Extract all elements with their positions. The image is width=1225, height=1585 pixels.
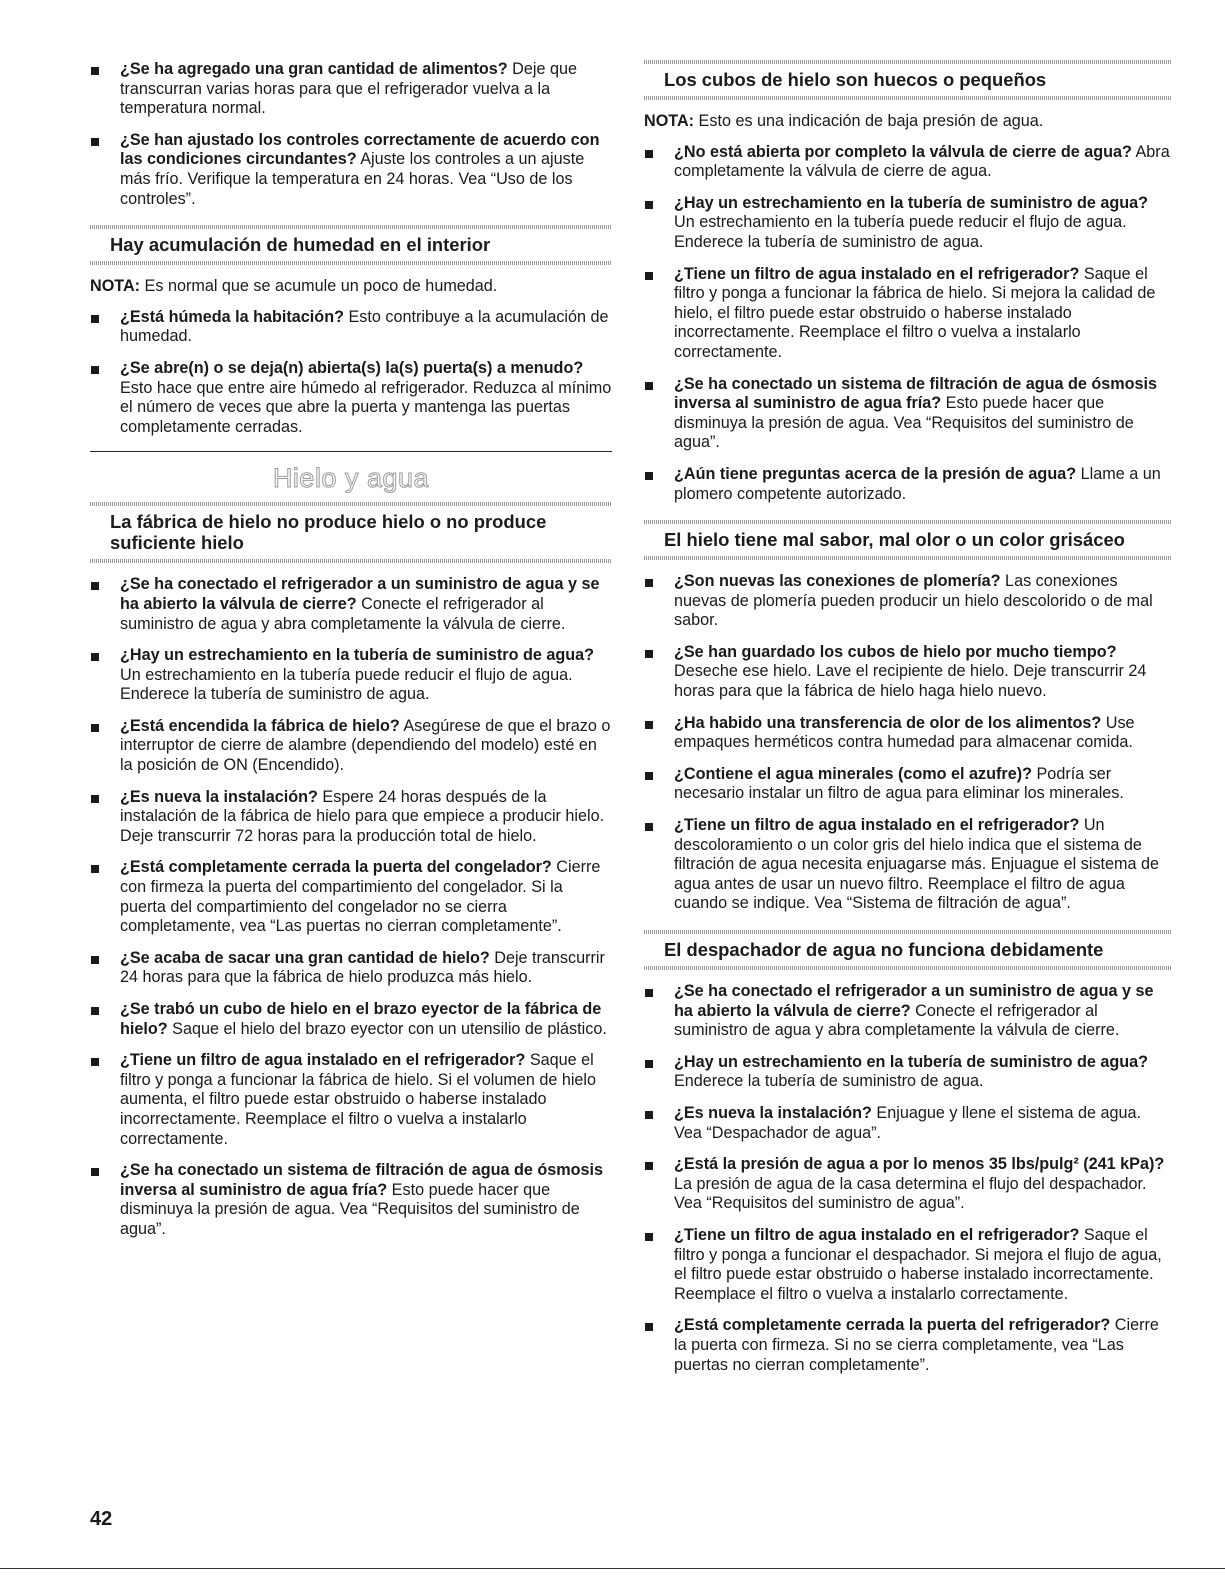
question-text: ¿Hay un estrechamiento en la tubería de suministro de agua? (120, 646, 595, 665)
answer-text: Deseche ese hielo. Lave el recipiente de hielo. Deje transcurrir 24 horas para que la fábrica de hielo haga hielo nuevo. (674, 662, 1147, 701)
question-text: ¿Se han guardado los cubos de hielo por mucho tiempo? (674, 642, 1117, 661)
right-column (644, 60, 1172, 1387)
list-item (644, 714, 1172, 753)
list-item (644, 982, 1172, 1041)
heading-rule (644, 556, 1172, 560)
bullet-icon (645, 201, 653, 209)
list-item (644, 265, 1172, 363)
list-item (644, 765, 1172, 804)
question-text: ¿Está completamente cerrada la puerta del refrigerador? (674, 1316, 1111, 1335)
question-text: ¿Es nueva la instalación? (120, 787, 318, 806)
bullet-icon (645, 472, 653, 480)
question-text: ¿Se ha conectado el refrigerador a un suministro de agua y se ha abierto la válvula de cierre? (674, 982, 1154, 1020)
bullet-icon (645, 1323, 653, 1331)
list-item (90, 858, 612, 936)
heading-rule (90, 261, 612, 265)
answer-text: Las conexiones nuevas de plomería pueden producir un hielo descolorido o de mal sabor. (674, 572, 1153, 630)
answer-text: La presión de agua de la casa determina el flujo del despachador. Vea “Requisitos del suministro de agua”. (674, 1174, 1147, 1213)
list-item (90, 575, 612, 634)
list-item (90, 949, 612, 988)
section-heading-ice-maker (90, 502, 612, 563)
heading-title: El hielo tiene mal sabor, mal olor o un color grisáceo (664, 529, 1125, 551)
question-text: ¿Está encendida la fábrica de hielo? (120, 716, 400, 735)
bullet-icon (645, 1233, 653, 1241)
list-item (644, 1104, 1172, 1143)
bullet-icon (645, 1060, 653, 1068)
list-item (90, 60, 612, 119)
list-item (644, 1226, 1172, 1304)
answer-text: Esto puede hacer que disminuya la presión de agua. Vea “Requisitos del suministro de agua”. (674, 394, 1134, 452)
answer-text: Esto puede hacer que disminuya la presión de agua. Vea “Requisitos del suministro de agua”. (120, 1180, 580, 1238)
intro-list (90, 60, 612, 209)
bullet-icon (91, 138, 99, 146)
dispenser-list (644, 982, 1172, 1375)
question-text: ¿Se acaba de sacar una gran cantidad de hielo? (120, 948, 490, 967)
bullet-icon (91, 67, 99, 75)
question-text: ¿Son nuevas las conexiones de plomería? (674, 572, 1001, 591)
question-text: ¿Está completamente cerrada la puerta del congelador? (120, 858, 552, 877)
section-heading-humidity (90, 225, 612, 265)
bullet-icon (91, 795, 99, 803)
heading-rule (644, 96, 1172, 100)
list-item (644, 572, 1172, 631)
question-text: ¿Hay un estrechamiento en la tubería de suministro de agua? (674, 193, 1149, 212)
bullet-icon (91, 315, 99, 323)
answer-text: Deje que transcurran varias horas para que el refrigerador vuelva a la temperatura normal. (120, 60, 577, 118)
answer-text: Conecte el refrigerador al suministro de agua y abra completamente la válvula de cierre. (674, 1001, 1120, 1040)
question-text: ¿Se han ajustado los controles correctamente de acuerdo con las condiciones circundantes? (120, 130, 600, 169)
note-paragraph (644, 112, 1172, 132)
list-item (644, 143, 1172, 182)
answer-text: Cierre la puerta con firmeza. Si no se cierra completamente, vea “Las puertas no cierran completamente”. (674, 1316, 1159, 1374)
bullet-icon (645, 650, 653, 658)
list-item (644, 816, 1172, 914)
bullet-icon (91, 1168, 99, 1176)
bullet-icon (91, 1007, 99, 1015)
section-title: Hielo y agua (272, 463, 430, 494)
hollow-cubes-list (644, 143, 1172, 505)
left-column (90, 60, 612, 1252)
note-label: NOTA: (644, 112, 695, 130)
answer-text: Saque el filtro y ponga a funcionar la fábrica de hielo. Si el volumen de hielo aumenta, el filtro puede estar obstruido o haberse instalado incorrectamente. Reemplace el filtro o vuelva a instalarlo correctamente. (120, 1051, 597, 1148)
question-text: ¿Contiene el agua minerales (como el azufre)? (674, 764, 1033, 783)
list-item (90, 308, 612, 347)
list-item (90, 788, 612, 847)
answer-text: Esto contribuye a la acumulación de humedad. (120, 307, 609, 346)
page-number: 42 (90, 1508, 113, 1530)
bullet-icon (645, 272, 653, 280)
heading-title: Hay acumulación de humedad en el interior (110, 234, 491, 256)
question-text: ¿No está abierta por completo la válvula de cierre de agua? (674, 142, 1132, 161)
list-item (644, 1316, 1172, 1375)
list-item (644, 1155, 1172, 1214)
question-text: ¿Tiene un filtro de agua instalado en el refrigerador? (674, 1225, 1080, 1244)
question-text: ¿Se abre(n) o se deja(n) abierta(s) la(s) puerta(s) a menudo? (120, 358, 584, 377)
heading-title: La fábrica de hielo no produce hielo o no produce suficiente hielo (110, 511, 547, 554)
list-item (90, 717, 612, 776)
bullet-icon (91, 366, 99, 374)
answer-text: Esto hace que entre aire húmedo al refrigerador. Reduzca al mínimo el número de veces que abre la puerta y mantenga las puertas completamente cerradas. (120, 378, 612, 436)
answer-text: Enjuague y llene el sistema de agua. Vea “Despachador de agua”. (674, 1103, 1141, 1142)
list-item (644, 375, 1172, 453)
bullet-icon (645, 382, 653, 390)
answer-text: Abra completamente la válvula de cierre de agua. (674, 142, 1170, 181)
note-label: NOTA: (90, 277, 141, 296)
heading-rule (90, 559, 612, 563)
bottom-rule (0, 1568, 1225, 1569)
humidity-list (90, 308, 612, 438)
question-text: ¿Aún tiene preguntas acerca de la presión de agua? (674, 464, 1077, 483)
question-text: ¿Hay un estrechamiento en la tubería de suministro de agua? (674, 1052, 1149, 1071)
taste-odor-list (644, 572, 1172, 914)
question-text: ¿Está la presión de agua a por lo menos 35 lbs/pulg² (241 kPa)? (674, 1155, 1165, 1174)
question-text: ¿Es nueva la instalación? (674, 1103, 872, 1122)
answer-text: Enderece la tubería de suministro de agua. (674, 1072, 984, 1091)
list-item (90, 131, 612, 209)
answer-text: Saque el hielo del brazo eyector con un utensilio de plástico. (167, 1019, 607, 1038)
bullet-icon (645, 721, 653, 729)
note-paragraph (90, 277, 612, 297)
answer-text: Un estrechamiento en la tubería puede reducir el flujo de agua. Enderece la tubería de suministro de agua. (674, 213, 1127, 251)
note-text: Es normal que se acumule un poco de humedad. (140, 277, 498, 296)
bullet-icon (645, 1162, 653, 1170)
list-item (90, 646, 612, 705)
answer-text: Saque el filtro y ponga a funcionar la fábrica de hielo. Si mejora la calidad de hielo, el filtro puede estar obstruido o haberse instalado incorrectamente. Reemplace el filtro o vuelva a instalarlo correctamente. (674, 264, 1156, 361)
answer-text: Podría ser necesario instalar un filtro de agua para eliminar los minerales. (674, 764, 1124, 803)
list-item (644, 194, 1172, 253)
answer-text: Cierre con firmeza la puerta del compartimiento del congelador. Si la puerta del compartimiento del congelador no se cierra completamente, vea “Las puertas no cierran completamente”. (120, 858, 601, 936)
ice-maker-list (90, 575, 612, 1239)
bullet-icon (91, 865, 99, 873)
question-text: ¿Se ha conectado un sistema de filtración de agua de ósmosis inversa al suministro de agua fría? (120, 1161, 604, 1199)
question-text: ¿Tiene un filtro de agua instalado en el refrigerador? (674, 264, 1080, 283)
list-item (90, 1161, 612, 1239)
question-text: ¿Se ha conectado un sistema de filtración de agua de ósmosis inversa al suministro de agua fría? (674, 374, 1158, 413)
answer-text: Use empaques herméticos contra humedad para almacenar comida. (674, 713, 1135, 752)
bullet-icon (645, 823, 653, 831)
bullet-icon (91, 653, 99, 661)
heading-rule (644, 966, 1172, 970)
question-text: ¿Está húmeda la habitación? (120, 307, 344, 326)
answer-text: Ajuste los controles a un ajuste más frío. Verifique la temperatura en 24 horas. Vea “Uso de los controles”. (120, 150, 585, 208)
answer-text: Asegúrese de que el brazo o interruptor de cierre de alambre (dependiendo del modelo) esté en la posición de ON (Encendido). (120, 716, 611, 775)
bullet-icon (645, 150, 653, 158)
note-text: Esto es una indicación de baja presión de agua. (694, 112, 1044, 130)
answer-text: Llame a un plomero competente autorizado. (674, 464, 1161, 503)
question-text: ¿Se ha conectado el refrigerador a un suministro de agua y se ha abierto la válvula de cierre? (120, 575, 600, 613)
answer-text: Conecte el refrigerador al suministro de agua y abra completamente la válvula de cierre. (120, 594, 566, 633)
bullet-icon (645, 772, 653, 780)
bullet-icon (645, 989, 653, 997)
question-text: ¿Ha habido una transferencia de olor de los alimentos? (674, 713, 1102, 732)
list-item (644, 1053, 1172, 1092)
answer-text: Deje transcurrir 24 horas para que la fábrica de hielo produzca más hielo. (120, 948, 605, 987)
question-text: ¿Se ha agregado una gran cantidad de alimentos? (120, 60, 508, 78)
bullet-icon (91, 582, 99, 590)
list-item (90, 1000, 612, 1039)
bullet-icon (645, 579, 653, 587)
question-text: ¿Tiene un filtro de agua instalado en el refrigerador? (120, 1051, 526, 1070)
section-heading-hollow-cubes (644, 60, 1172, 100)
heading-title: El despachador de agua no funciona debidamente (664, 939, 1104, 960)
heading-title: Los cubos de hielo son huecos o pequeños (664, 69, 1047, 90)
answer-text: Saque el filtro y ponga a funcionar el despachador. Si mejora el flujo de agua, el filtro puede estar obstruido o haberse instalado incorrectamente. Reemplace el filtro o vuelva a instalarlo correctamente. (674, 1225, 1162, 1303)
answer-text: Un descoloramiento o un color gris del hielo indica que el sistema de filtración de agua necesita enjuagarse más. Enjuague el sistema de agua antes de usar un nuevo filtro. Reemplace el filtro de agua cuando se indique. Vea “Sistema de filtración de agua”. (674, 816, 1160, 913)
list-item (90, 1051, 612, 1149)
answer-text: Espere 24 horas después de la instalación de la fábrica de hielo para que empiece a producir hielo. Deje transcurrir 72 horas para la producción total de hielo. (120, 787, 605, 845)
bullet-icon (645, 1111, 653, 1119)
question-text: ¿Se trabó un cubo de hielo en el brazo eyector de la fábrica de hielo? (120, 1000, 602, 1038)
bullet-icon (91, 956, 99, 964)
list-item (644, 643, 1172, 702)
bullet-icon (91, 1058, 99, 1066)
list-item (644, 465, 1172, 504)
section-heading-taste-odor (644, 520, 1172, 560)
question-text: ¿Tiene un filtro de agua instalado en el refrigerador? (674, 816, 1080, 835)
section-heading-dispenser (644, 930, 1172, 970)
bullet-icon (91, 724, 99, 732)
list-item (90, 359, 612, 437)
answer-text: Un estrechamiento en la tubería puede reducir el flujo de agua. Enderece la tubería de suministro de agua. (120, 665, 573, 704)
